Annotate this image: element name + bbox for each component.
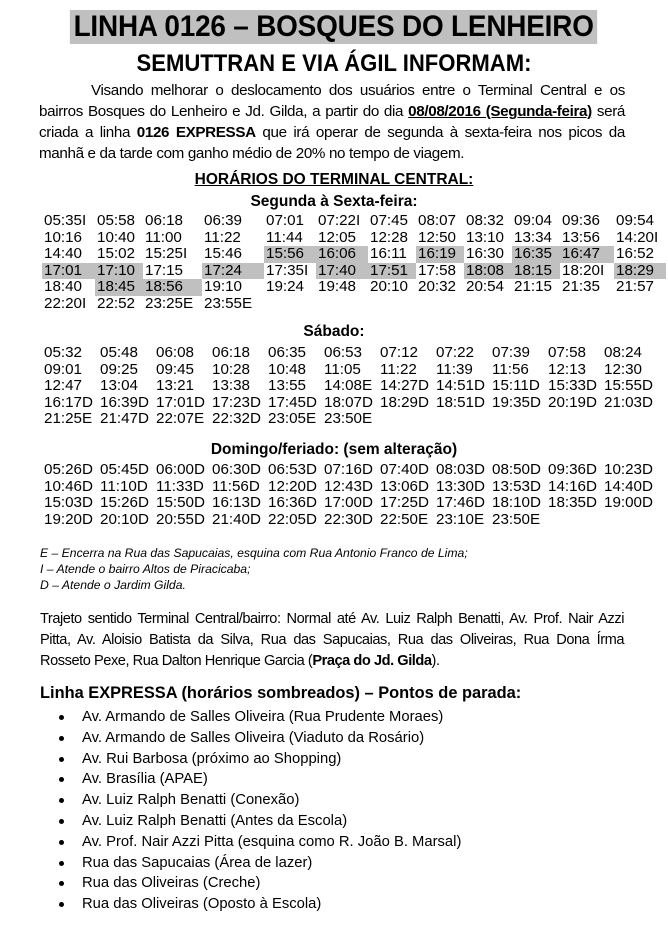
- departure-time: 11:56: [492, 360, 529, 378]
- departure-time: 21:57: [616, 278, 655, 296]
- departure-time-express: 16:35: [512, 246, 560, 263]
- departure-time: 12:13: [548, 360, 587, 378]
- departure-time: 17:25D: [380, 494, 429, 512]
- bullet-icon: [59, 777, 64, 782]
- departure-time: 18:35D: [548, 494, 597, 512]
- bullet-icon: [59, 861, 64, 866]
- departure-time: 13:04: [100, 377, 139, 395]
- departure-time: 17:23D: [212, 393, 261, 411]
- legend-item-e: E – Encerra na Rua das Sapucaias, esquina com Rua Antonio Franco de Lima;: [40, 546, 468, 560]
- departure-time: 20:19D: [548, 393, 597, 411]
- stop-label: Rua das Oliveiras (Creche): [82, 875, 261, 892]
- departure-time: 13:38: [212, 377, 251, 395]
- departure-time: 10:28: [212, 360, 251, 378]
- departure-time: 20:54: [466, 278, 505, 296]
- intro-text: será criada a linha: [39, 103, 626, 141]
- stop-item: [40, 853, 461, 874]
- departure-time: 17:58: [418, 261, 457, 279]
- departure-time: 20:32: [418, 278, 457, 296]
- departure-time: 19:24: [266, 278, 305, 296]
- stop-label: Av. Prof. Nair Azzi Pitta (esquina como R. João B. Marsal): [82, 833, 462, 850]
- line-name: 0126 EXPRESSA: [136, 124, 256, 141]
- departure-time: 07:22I: [318, 212, 361, 229]
- sunday-title: Domingo/feriado: (sem alteração): [210, 441, 458, 458]
- departure-time: 13:06D: [380, 477, 429, 495]
- departure-time: 10:16: [44, 228, 83, 246]
- stops-title: Linha EXPRESSA (horários sombreados) – Pontos de parada:: [40, 684, 522, 702]
- departure-time: 12:43D: [324, 477, 373, 495]
- departure-time: 13:55: [268, 377, 307, 395]
- departure-time: 06:39: [204, 212, 243, 229]
- departure-time: 12:20D: [268, 477, 317, 495]
- page-subtitle: SEMUTTRAN E VIA ÁGIL INFORMAM:: [136, 50, 532, 77]
- route-text-end: ).: [431, 653, 440, 669]
- departure-time: 05:32: [44, 344, 83, 361]
- departure-time: 19:00D: [604, 494, 653, 512]
- departure-time: 18:20I: [562, 261, 605, 279]
- departure-time: 11:22: [204, 228, 241, 246]
- departure-time: 12:28: [370, 228, 409, 246]
- departure-time: 15:33D: [548, 377, 597, 395]
- departure-time: 08:24: [604, 344, 643, 361]
- departure-time: 14:20I: [616, 228, 659, 246]
- departure-time: 17:00D: [324, 494, 373, 512]
- header: [0, 0, 668, 44]
- departure-time: 18:07D: [324, 393, 373, 411]
- sunday-schedule: [42, 462, 658, 528]
- departure-time: 11:05: [324, 360, 361, 378]
- departure-time: 16:36D: [268, 494, 317, 512]
- departure-time: 13:53D: [492, 477, 541, 495]
- departure-time: 20:55D: [156, 510, 205, 528]
- schedule-title-text: HORÁRIOS DO TERMINAL CENTRAL:: [194, 171, 474, 188]
- start-date: 08/08/2016 (Segunda-feira): [408, 103, 592, 120]
- departure-time: 10:40: [97, 228, 136, 246]
- departure-time: 18:10D: [492, 494, 541, 512]
- bullet-icon: [59, 881, 64, 886]
- bullet-icon: [59, 715, 64, 720]
- intro-text: Visando melhorar o deslocamento dos usuários entre o Terminal Central e os bairros Bosques do Lenheiro e Jd. Gilda, a partir do dia: [39, 82, 625, 120]
- departure-time: 19:48: [318, 278, 357, 296]
- departure-time: 15:26D: [100, 494, 149, 512]
- departure-time: 23:50E: [492, 510, 541, 528]
- departure-time-express: 16:47: [560, 246, 614, 263]
- departure-time: 23:55E: [204, 294, 253, 312]
- departure-time: 15:55D: [604, 377, 653, 395]
- stop-label: Av. Armando de Salles Oliveira (Rua Prudente Moraes): [82, 709, 444, 725]
- departure-time: 07:01: [266, 212, 305, 229]
- bullet-icon: [59, 840, 64, 845]
- departure-time: 05:48: [100, 344, 139, 361]
- departure-time: 18:51D: [436, 393, 485, 411]
- departure-time: 06:30D: [212, 461, 261, 478]
- departure-time-express: 17:10: [95, 263, 143, 280]
- departure-time: 14:16D: [548, 477, 597, 495]
- departure-time: 16:11: [370, 245, 407, 263]
- departure-time: 16:13D: [212, 494, 261, 512]
- departure-time: 21:03D: [604, 393, 653, 411]
- departure-time-express: 18:56: [143, 279, 202, 296]
- departure-time: 14:51D: [436, 377, 485, 395]
- departure-time: 06:08: [156, 344, 195, 361]
- route-text: Trajeto sentido Terminal Central/bairro: Normal até Av. Luiz Ralph Benatti, Av. Prof. Nair Azzi Pitta, Av. Aloisio Batista da Silva, Rua das Sapucaias, Rua das Oliveiras, Rua Dona Írma Rosseto Pexe, Rua Dalton Henrique Garcia (: [40, 611, 624, 669]
- route-destination: Praça do Jd. Gilda: [312, 653, 432, 669]
- departure-time: 12:47: [44, 377, 83, 395]
- departure-time: 14:40: [44, 245, 83, 263]
- departure-time: 22:52: [97, 294, 136, 312]
- departure-time: 22:50E: [380, 510, 429, 528]
- departure-time: 17:46D: [436, 494, 485, 512]
- stop-label: Av. Rui Barbosa (próximo ao Shopping): [82, 750, 342, 767]
- bullet-icon: [59, 736, 64, 741]
- saturday-schedule: [42, 345, 658, 428]
- departure-time: 23:50E: [324, 410, 373, 428]
- stops-list: [40, 707, 461, 915]
- stop-item: [40, 769, 461, 790]
- departure-time: 11:22: [380, 360, 417, 378]
- departure-time: 12:50: [418, 228, 457, 246]
- departure-time: 13:10: [466, 228, 505, 246]
- departure-time: 06:53: [324, 344, 363, 361]
- departure-time: 06:35: [268, 344, 307, 361]
- departure-time: 21:15: [514, 278, 553, 296]
- departure-time: 18:40: [44, 278, 83, 296]
- departure-time: 13:30D: [436, 477, 485, 495]
- departure-time: 09:04: [514, 212, 553, 229]
- departure-time: 09:45: [156, 360, 195, 378]
- departure-time: 08:32: [466, 212, 505, 229]
- bullet-icon: [59, 902, 64, 907]
- departure-time: 11:33D: [156, 477, 204, 495]
- departure-time: 08:07: [418, 212, 457, 229]
- departure-time: 19:35D: [492, 393, 541, 411]
- departure-time: 16:30: [466, 245, 505, 263]
- departure-time-express: 18:15: [512, 263, 560, 280]
- intro-paragraph: [39, 80, 625, 164]
- departure-time: 21:35: [562, 278, 601, 296]
- departure-time: 14:40D: [604, 477, 653, 495]
- departure-time-express: 17:40: [316, 263, 368, 280]
- departure-time: 07:22: [436, 344, 475, 361]
- departure-time: 20:10: [370, 278, 409, 296]
- departure-time: 16:39D: [100, 393, 149, 411]
- schedule-title: [0, 171, 668, 189]
- stop-item: [40, 790, 461, 811]
- departure-time-express: 17:51: [368, 263, 416, 280]
- departure-time: 09:36D: [548, 461, 597, 478]
- departure-time: 05:58: [97, 212, 136, 229]
- weekday-title: Segunda à Sexta-feira:: [250, 193, 418, 210]
- legend: [40, 545, 468, 593]
- legend-item-d: D – Atende o Jardim Gilda.: [40, 578, 186, 592]
- departure-time: 11:39: [436, 360, 473, 378]
- departure-time: 22:07E: [156, 410, 205, 428]
- departure-time: 22:05D: [268, 510, 317, 528]
- departure-time: 15:50D: [156, 494, 205, 512]
- departure-time: 12:05: [318, 228, 357, 246]
- departure-time: 21:40D: [212, 510, 261, 528]
- departure-time: 15:25I: [145, 245, 188, 263]
- stop-label: Av. Luiz Ralph Benatti (Conexão): [82, 792, 300, 809]
- departure-time: 11:56D: [212, 477, 260, 495]
- stop-label: Av. Brasília (APAE): [82, 771, 208, 788]
- departure-time: 12:30: [604, 360, 643, 378]
- stop-item: [40, 873, 461, 894]
- saturday-title: Sábado:: [303, 323, 365, 340]
- departure-time: 11:00: [145, 228, 182, 246]
- departure-time: 06:18: [212, 344, 251, 361]
- departure-time: 05:26D: [44, 461, 93, 478]
- departure-time-express: 16:06: [316, 246, 368, 263]
- departure-time: 17:45D: [268, 393, 317, 411]
- stop-item: [40, 728, 461, 749]
- departure-time: 17:35I: [266, 261, 309, 279]
- departure-time: 09:36: [562, 212, 601, 229]
- departure-time: 06:53D: [268, 461, 317, 478]
- stop-item: [40, 707, 461, 728]
- departure-time-express: 18:29: [614, 263, 666, 280]
- departure-time: 07:58: [548, 344, 587, 361]
- stop-label: Rua das Oliveiras (Oposto à Escola): [82, 896, 322, 913]
- departure-time: 08:03D: [436, 461, 485, 478]
- departure-time: 14:08E: [324, 377, 373, 395]
- departure-time: 16:52: [616, 245, 655, 263]
- departure-time: 07:12: [380, 344, 419, 361]
- bullet-icon: [59, 819, 64, 824]
- departure-time: 19:20D: [44, 510, 93, 528]
- departure-time: 17:01D: [156, 393, 205, 411]
- departure-time: 10:23D: [604, 461, 653, 478]
- departure-time: 07:39: [492, 344, 531, 361]
- departure-time: 15:03D: [44, 494, 93, 512]
- departure-time: 09:54: [616, 212, 655, 229]
- departure-time-express: 15:56: [264, 246, 316, 263]
- departure-time: 19:10: [204, 278, 243, 296]
- departure-time-express: 18:08: [464, 263, 512, 280]
- departure-time: 20:10D: [100, 510, 149, 528]
- departure-time: 08:50D: [492, 461, 541, 478]
- departure-time: 13:34: [514, 228, 553, 246]
- departure-time: 07:40D: [380, 461, 429, 478]
- intro-text: que irá operar de segunda à sexta-feira nos picos da manhã e da tarde com ganho médio de 20% no tempo de viagem.: [39, 124, 626, 162]
- departure-time: 07:45: [370, 212, 409, 229]
- departure-time: 07:16D: [324, 461, 373, 478]
- departure-time: 22:32D: [212, 410, 261, 428]
- departure-time: 10:46D: [44, 477, 93, 495]
- stop-item: [40, 749, 461, 770]
- route-description: [40, 609, 624, 672]
- stop-label: Rua das Sapucaias (Área de lazer): [82, 854, 313, 871]
- departure-time: 15:02: [97, 245, 136, 263]
- departure-time: 13:56: [562, 228, 601, 246]
- departure-time: 23:05E: [268, 410, 317, 428]
- departure-time: 06:18: [145, 212, 184, 229]
- bullet-icon: [59, 798, 64, 803]
- bullet-icon: [59, 757, 64, 762]
- departure-time-express: 17:01: [42, 263, 95, 280]
- stop-item: [40, 894, 461, 915]
- departure-time: 09:01: [44, 360, 83, 378]
- departure-time: 13:21: [156, 377, 195, 395]
- departure-time: 11:44: [266, 228, 303, 246]
- departure-time: 15:46: [204, 245, 243, 263]
- departure-time: 16:17D: [44, 393, 93, 411]
- page-title: LINHA 0126 – BOSQUES DO LENHEIRO: [70, 10, 598, 44]
- departure-time: 22:30D: [324, 510, 373, 528]
- departure-time: 05:35I: [44, 212, 87, 229]
- departure-time: 21:47D: [100, 410, 149, 428]
- stop-label: Av. Armando de Salles Oliveira (Viaduto da Rosário): [82, 729, 425, 746]
- departure-time: 23:25E: [145, 294, 194, 312]
- departure-time: 15:11D: [492, 377, 540, 395]
- departure-time: 14:27D: [380, 377, 429, 395]
- stop-item: [40, 832, 461, 853]
- stop-item: [40, 811, 461, 832]
- departure-time-express: 18:45: [95, 279, 143, 296]
- legend-item-i: I – Atende o bairro Altos de Piracicaba;: [40, 562, 251, 576]
- departure-time-express: 17:24: [202, 263, 264, 280]
- departure-time-express: 16:19: [416, 246, 464, 263]
- departure-time: 09:25: [100, 360, 139, 378]
- departure-time: 05:45D: [100, 461, 149, 478]
- departure-time: 18:29D: [380, 393, 429, 411]
- departure-time: 10:48: [268, 360, 307, 378]
- departure-time: 21:25E: [44, 410, 93, 428]
- stop-label: Av. Luiz Ralph Benatti (Antes da Escola): [82, 812, 348, 829]
- departure-time: 22:20I: [44, 294, 87, 312]
- departure-time: 17:15: [145, 261, 184, 279]
- departure-time: 11:10D: [100, 477, 148, 495]
- weekday-schedule: [42, 213, 666, 313]
- departure-time: 06:00D: [156, 461, 205, 478]
- departure-time: 23:10E: [436, 510, 485, 528]
